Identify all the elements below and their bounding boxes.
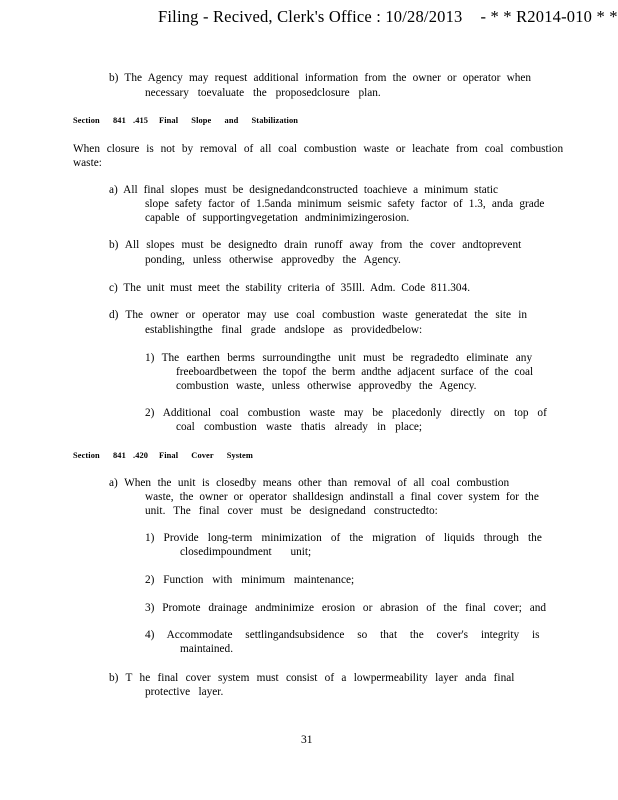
subitem-1-line: 1) The earthen berms surroundingthe unit must be regradedto eliminate any bbox=[145, 352, 533, 364]
section-label: Section bbox=[73, 451, 100, 460]
subitem-2-line: 2) Function with minimum maintenance; bbox=[145, 574, 355, 586]
paragraph-b-line: b) The Agency may request additional information from the owner or operator when bbox=[109, 72, 532, 84]
filing-header bbox=[158, 7, 618, 27]
filing-stamp: Filing - Recived, Clerk's Office : 10/28/2013 bbox=[158, 7, 463, 26]
docket-number: - * * R2014-010 * * bbox=[480, 7, 618, 26]
item-b-line: ponding, unless otherwise approvedby the Agency. bbox=[145, 254, 401, 266]
section-title: Final Slope and Stabilization bbox=[159, 116, 298, 125]
subitem-1-line: combustion waste, unless otherwise approvedby the Agency. bbox=[176, 380, 477, 392]
item-a-line: unit. The final cover must be designedand constructedto: bbox=[145, 505, 438, 517]
subitem-1-line: freeboardbetween the topof the berm andthe adjacent surface of the coal bbox=[176, 366, 534, 378]
item-a-line: a) All final slopes must be designedandconstructed toachieve a minimum static bbox=[109, 184, 499, 196]
subitem-1-line: 1) Provide long-term minimization of the migration of liquids through the bbox=[145, 532, 542, 544]
paragraph-b-line: necessary toevaluate the proposedclosure plan. bbox=[145, 87, 381, 99]
item-d-line: d) The owner or operator may use coal combustion waste generatedat the site in bbox=[109, 309, 528, 321]
item-a-line: capable of supportingvegetation andminimizingerosion. bbox=[145, 212, 410, 224]
subitem-2-line: 2) Additional coal combustion waste may be placedonly directly on top of bbox=[145, 407, 547, 419]
section-number: 841 bbox=[113, 451, 126, 460]
intro-line: When closure is not by removal of all coal combustion waste or leachate from coal combustion bbox=[73, 143, 564, 155]
item-a-line: a) When the unit is closedby means other than removal of all coal combustion bbox=[109, 477, 510, 489]
section-heading-841-420 bbox=[73, 451, 253, 460]
section-title: Final Cover System bbox=[159, 451, 253, 460]
section-subnumber: .415 bbox=[133, 116, 149, 125]
item-b-line: protective layer. bbox=[145, 686, 224, 698]
section-number: 841 bbox=[113, 116, 126, 125]
item-b-line: b) All slopes must be designedto drain runoff away from the cover andtoprevent bbox=[109, 239, 522, 251]
intro-line: waste: bbox=[73, 157, 102, 169]
item-c-line: c) The unit must meet the stability criteria of 35Ill. Adm. Code 811.304. bbox=[109, 282, 471, 294]
subitem-4-line: 4) Accommodate settlingandsubsidence so that the cover's integrity is bbox=[145, 629, 540, 641]
subitem-3-line: 3) Promote drainage andminimize erosion or abrasion of the final cover; and bbox=[145, 602, 547, 614]
page-number: 31 bbox=[301, 734, 313, 746]
subitem-1-line: closedimpoundment unit; bbox=[180, 546, 312, 558]
item-b-line: b) T he final cover system must consist of a lowpermeability layer anda final bbox=[109, 672, 515, 684]
item-a-line: waste, the owner or operator shalldesign andinstall a final cover system for the bbox=[145, 491, 539, 503]
section-subnumber: .420 bbox=[133, 451, 149, 460]
subitem-4-line: maintained. bbox=[180, 643, 234, 655]
item-d-line: establishingthe final grade andslope as providedbelow: bbox=[145, 324, 423, 336]
item-a-line: slope safety factor of 1.5anda minimum seismic safety factor of 1.3, anda grade bbox=[145, 198, 545, 210]
section-label: Section bbox=[73, 116, 100, 125]
section-heading-841-415 bbox=[73, 116, 298, 125]
subitem-2-line: coal combustion waste thatis already in place; bbox=[176, 421, 423, 433]
